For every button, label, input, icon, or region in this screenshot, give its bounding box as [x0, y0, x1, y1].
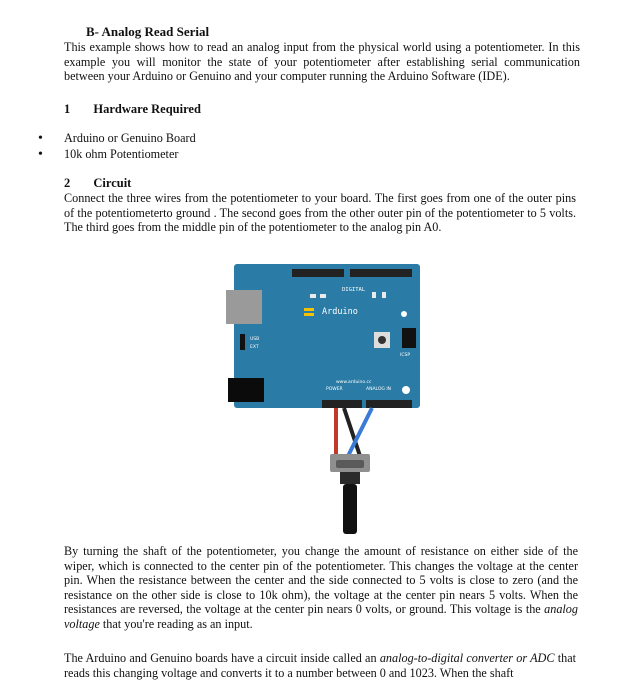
- adc-term: analog-to-digital converter or ADC: [379, 651, 555, 665]
- component: [372, 292, 376, 298]
- intro-paragraph: This example shows how to read an analog input from the physical world using a potentiometer. In this example you will monitor the state of your potentiometer after establishing serial communication between your Arduino or Genuino and your computer running the Arduino Software (IDE).: [64, 40, 580, 84]
- ext-label: EXT: [250, 345, 259, 350]
- led-indicator: [304, 313, 314, 316]
- hardware-heading: [64, 102, 201, 117]
- analog-in-label: ANALOG IN: [366, 387, 392, 392]
- potentiometer-shaft: [343, 484, 357, 534]
- circuit-heading-number: 2: [64, 176, 71, 190]
- hardware-heading-title: Hardware Required: [93, 102, 201, 116]
- power-label: POWER: [326, 387, 343, 392]
- potentiometer-paragraph-end: that you're reading as an input.: [99, 616, 253, 631]
- power-header: [322, 400, 362, 408]
- section-title: B- Analog Read Serial: [86, 24, 210, 39]
- component: [310, 294, 316, 298]
- adc-paragraph-end: that reads this changing voltage and converts it to a number between 0 and 1023. When the shaft: [64, 651, 576, 680]
- icsp-header: [402, 328, 416, 348]
- circuit-heading-title: Circuit: [93, 176, 132, 190]
- adc-paragraph-text: The Arduino and Genuino boards have a circuit inside called an: [64, 651, 380, 665]
- usb-label: USB: [250, 337, 260, 342]
- digital-header-left: [292, 269, 344, 277]
- circuit-figure: [226, 264, 426, 536]
- digital-header-right: [350, 269, 412, 277]
- component: [320, 294, 326, 298]
- digital-label: DIGITAL: [342, 287, 366, 293]
- circuit-diagram: [226, 264, 426, 536]
- analog-voltage-term: analog voltage: [64, 602, 578, 631]
- analog-header: [366, 400, 412, 408]
- potentiometer-nut: [340, 472, 360, 484]
- on-led: [401, 311, 407, 317]
- power-jack: [228, 378, 264, 402]
- hardware-list: [30, 131, 196, 162]
- led-indicator: [304, 308, 314, 311]
- component: [382, 292, 386, 298]
- arduino-logo-text: Arduino: [322, 307, 358, 317]
- site-label: www.arduino.cc: [336, 380, 372, 385]
- usb-connector: [226, 290, 262, 324]
- hardware-heading-number: 1: [64, 102, 71, 116]
- mounting-hole: [402, 386, 410, 394]
- circuit-paragraph: Connect the three wires from the potentiometer to your board. The first goes from one of the outer pins of the potentiometerto ground . The second goes from the other outer pin of the potentiometer to 5 volts. The third goes from the middle pin of the potentiometer to the analog pin A0.: [64, 191, 576, 235]
- icsp-label: ICSP: [400, 353, 411, 358]
- list-item: • 10k ohm Potentiometer: [30, 147, 196, 163]
- reset-button-cap: [378, 336, 386, 344]
- selector-jumper: [240, 334, 245, 350]
- circuit-heading: [64, 176, 131, 191]
- adc-paragraph: [64, 651, 576, 680]
- potentiometer-paragraph-text: By turning the shaft of the potentiometer, you change the amount of resistance on either side of the wiper, which is connected to the center pin of the potentiometer. This changes the voltage at the center pin. When the resistance between the center and the side connected to 5 volts is close to zero (and the resistance on the other side is close to 10k ohm), the voltage at the center pin nears 5 volts. When the resistances are reversed, the voltage at the center pin nears 0 volts, or ground. This voltage is the: [64, 544, 578, 617]
- potentiometer-paragraph: [64, 544, 578, 632]
- list-item: • Arduino or Genuino Board: [30, 131, 196, 147]
- potentiometer-collar: [336, 460, 364, 468]
